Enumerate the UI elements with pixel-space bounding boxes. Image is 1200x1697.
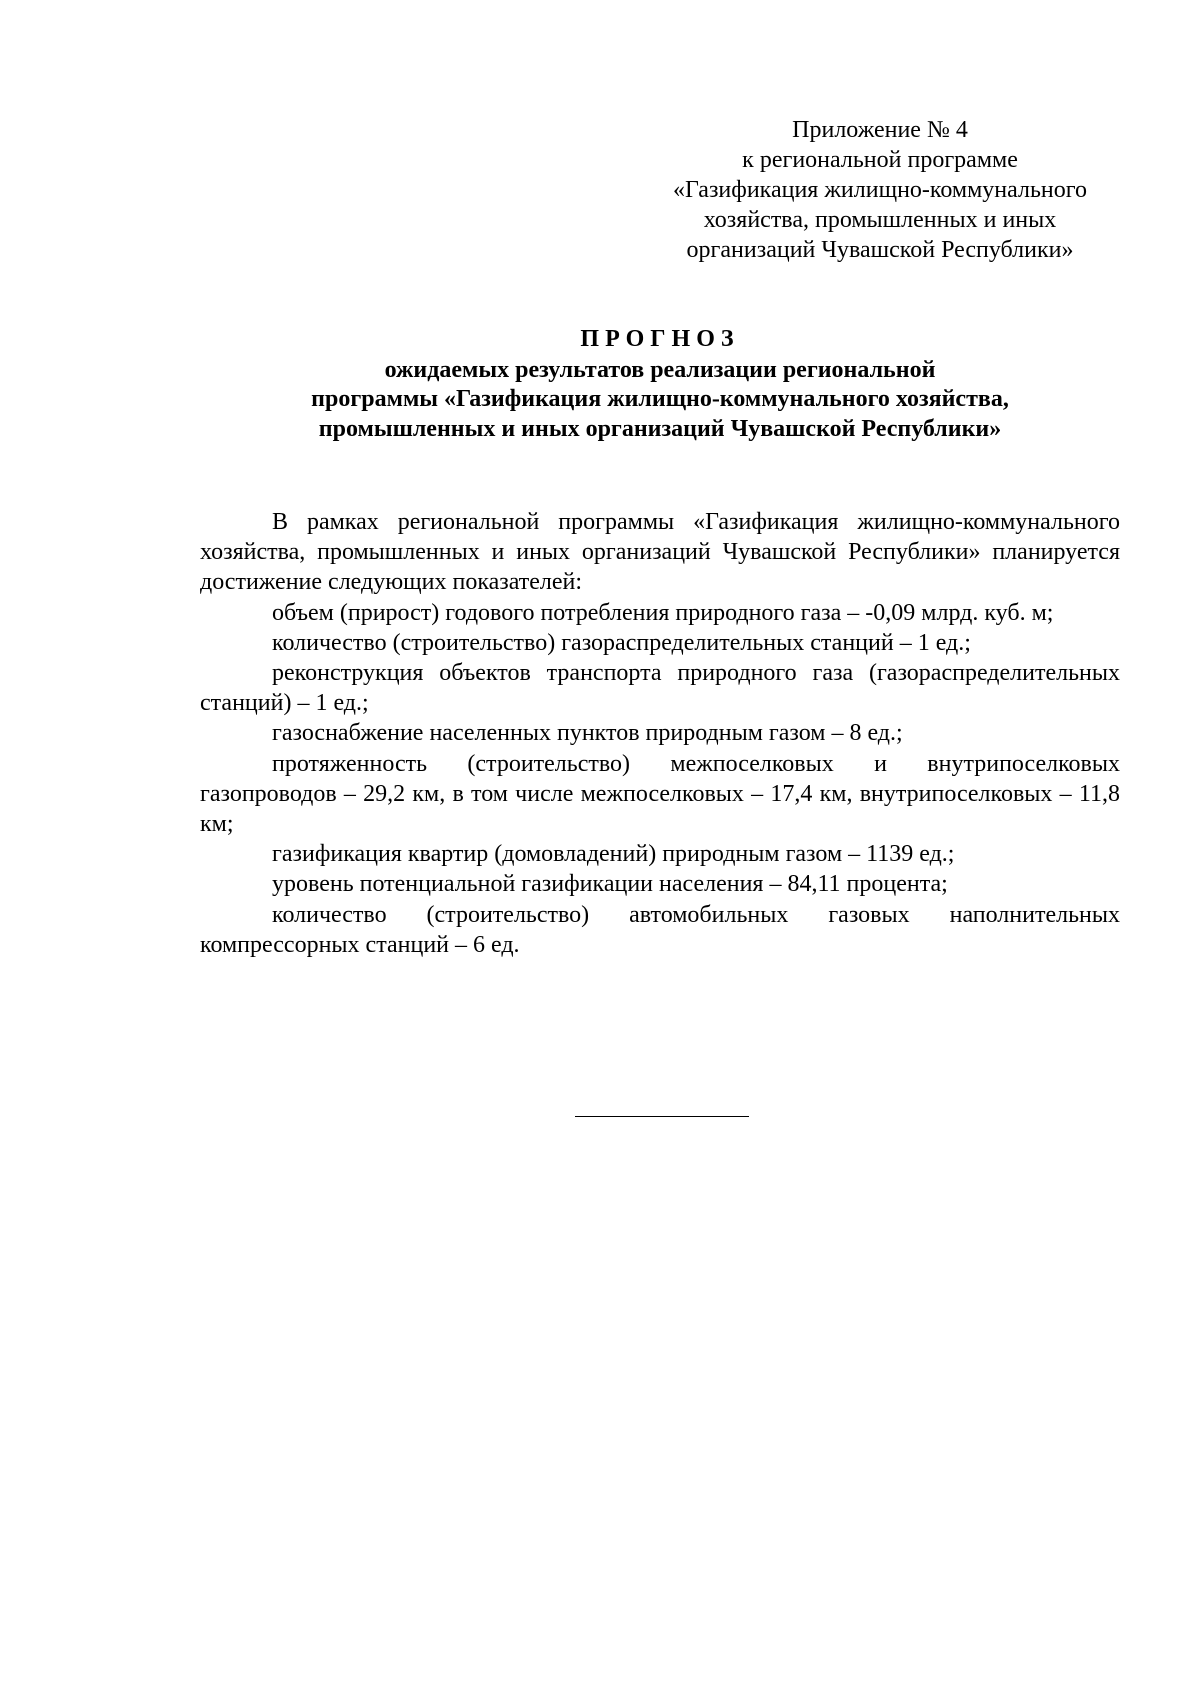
- document-subtitle-line-2: программы «Газификация жилищно-коммунального хозяйства,: [311, 386, 1009, 412]
- indicator-distribution-stations: количество (строительство) газораспределительных станций – 1 ед.;: [272, 629, 971, 656]
- indicator-settlements: газоснабжение населенных пунктов природным газом – 8 ед.;: [272, 720, 903, 747]
- document-subtitle-line-3: промышленных и иных организаций Чувашской Республики»: [318, 415, 1002, 442]
- indicator-compressor-stations: количество (строительство) автомобильных газовых наполнительных компрессорных станций – 6 ед.: [200, 901, 1120, 958]
- indicator-reconstruction: реконструкция объектов транспорта природного газа (газораспределительных станций) – 1 ед.;: [200, 660, 1120, 717]
- document-body: [200, 507, 1120, 960]
- indicator-pipeline-length: протяженность (строительство) межпоселковых и внутрипоселковых газопроводов – 29,2 км, в том числе межпоселковых – 17,4 км, внутрипоселковых – 11,8 км;: [200, 750, 1120, 838]
- appendix-line-title-2: хозяйства, промышленных и иных: [703, 207, 1057, 233]
- indicator-gasification-level: уровень потенциальной газификации населения – 84,11 процента;: [272, 871, 948, 898]
- appendix-line-title-3: организаций Чувашской Республики»: [686, 237, 1074, 263]
- indicator-gas-consumption: объем (прирост) годового потребления природного газа – -0,09 млрд. куб. м;: [272, 599, 1054, 626]
- document-heading: [200, 325, 1120, 444]
- document-title: ПРОГНОЗ: [580, 326, 740, 352]
- intro-paragraph: В рамках региональной программы «Газификация жилищно-коммунального хозяйства, промышленных и иных организаций Чувашской Республики» планируется достижение следующих показателей:: [200, 509, 1120, 596]
- closing-divider-line: [575, 1116, 749, 1117]
- document-subtitle-line-1: ожидаемых результатов реализации региональной: [384, 356, 936, 383]
- indicator-apartments: газификация квартир (домовладений) природным газом – 1139 ед.;: [272, 841, 955, 868]
- appendix-reference: [640, 115, 1120, 265]
- appendix-line-number: Приложение № 4: [792, 117, 968, 143]
- appendix-line-program: к региональной программе: [742, 147, 1018, 173]
- appendix-line-title-1: «Газификация жилищно-коммунального: [673, 177, 1087, 203]
